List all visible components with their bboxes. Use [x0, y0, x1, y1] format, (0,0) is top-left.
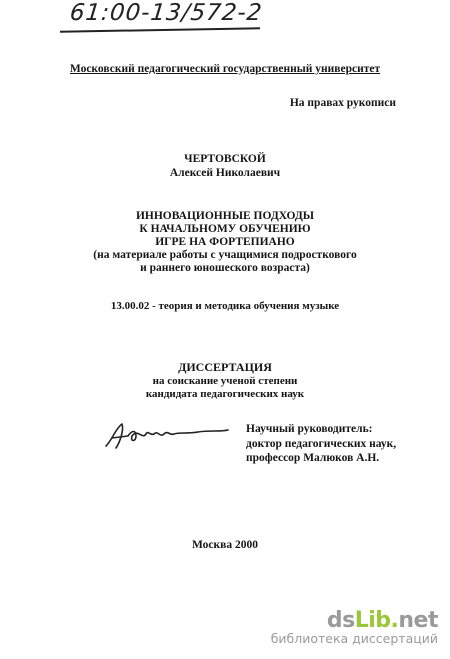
author-surname: ЧЕРТОВСКОЙ [184, 153, 266, 165]
advisor-line: доктор педагогических наук, [246, 437, 397, 450]
title-subtitle-line: (на материале работы с учащимися подросткового [93, 249, 357, 261]
scientific-advisor [246, 422, 396, 466]
handwritten-catalog-code: 61:00-13/572-2 [68, 0, 264, 26]
dslib-watermark [271, 608, 438, 646]
title-subtitle-line: и раннего юношеского возраста) [140, 262, 310, 274]
handwritten-underline [60, 27, 260, 32]
title-line: ИННОВАЦИОННЫЕ ПОДХОДЫ [135, 210, 315, 222]
dslib-subtitle: библиотека диссертаций [270, 631, 438, 646]
author-name: Алексей Николаевич [169, 167, 281, 179]
university-name: Московский педагогический государственный университет [69, 63, 381, 75]
dslib-logo: dsLib.net [326, 608, 438, 633]
rights-note: На правах рукописи [289, 97, 396, 109]
degree-line: на соискание ученой степени [152, 375, 298, 387]
advisor-signature [102, 420, 232, 452]
title-line: К НАЧАЛЬНОМУ ОБУЧЕНИЮ [139, 223, 311, 235]
dissertation-title [0, 210, 450, 275]
advisor-line: Научный руководитель: [246, 423, 373, 435]
city-year: Москва 2000 [191, 539, 259, 551]
specialty-code: 13.00.02 - теория и методика обучения музыке [110, 300, 340, 312]
dissertation-heading: ДИССЕРТАЦИЯ [178, 360, 272, 374]
advisor-line: профессор Малюков А.Н. [246, 452, 380, 464]
degree-field-line: кандидата педагогических наук [145, 388, 305, 400]
title-line: ИГРЕ НА ФОРТЕПИАНО [155, 236, 295, 248]
